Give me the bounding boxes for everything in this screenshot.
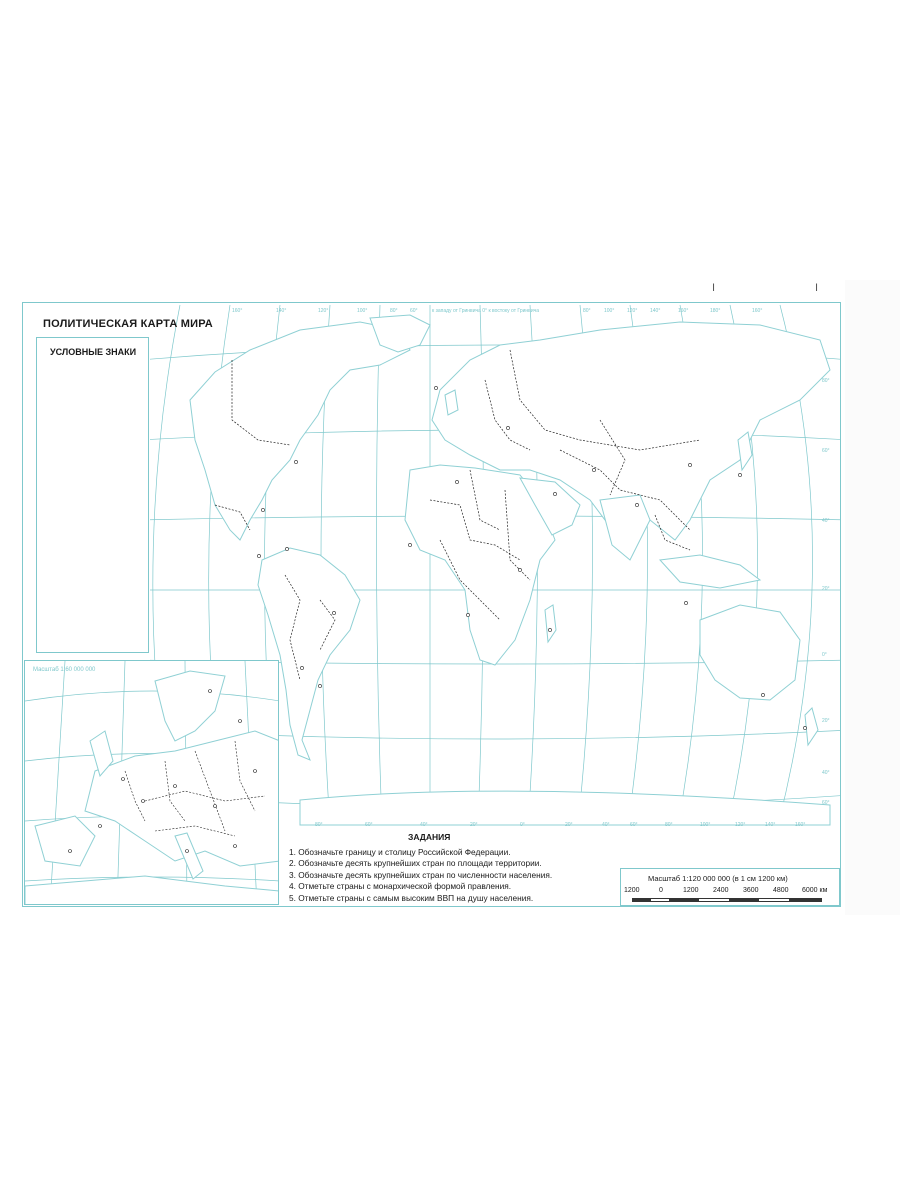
task-item: 5. Отметьте страны с самым высоким ВВП на душу населения. xyxy=(289,892,534,903)
scale-tick: 1200 xyxy=(683,887,699,894)
tasks-list xyxy=(289,847,552,904)
lon-label: 140° xyxy=(650,308,661,314)
madagascar-land xyxy=(545,605,556,642)
lon-label: 120° xyxy=(627,308,638,314)
lon-label: 60° xyxy=(365,822,373,828)
capital-marker xyxy=(69,850,72,853)
capital-marker xyxy=(261,508,264,511)
lon-label: 160° xyxy=(232,308,243,314)
capital-marker xyxy=(174,785,177,788)
lon-label: 20° xyxy=(565,822,573,828)
lon-label: 160° xyxy=(678,308,689,314)
capital-marker xyxy=(122,778,125,781)
lon-label: 160° xyxy=(795,822,806,828)
india-land xyxy=(600,495,650,560)
capital-marker xyxy=(318,684,321,687)
capital-marker xyxy=(506,426,509,429)
lat-label: 60° xyxy=(822,800,830,806)
legend-title: УСЛОВНЫЕ ЗНАКИ xyxy=(50,347,137,357)
capital-marker xyxy=(408,543,411,546)
scandinavia-land xyxy=(155,671,225,741)
capital-marker xyxy=(548,628,551,631)
capital-marker xyxy=(466,613,469,616)
lon-label: 140° xyxy=(276,308,287,314)
lon-label: 20° xyxy=(470,822,478,828)
lon-label: 140° xyxy=(765,822,776,828)
capital-marker xyxy=(209,690,212,693)
capital-marker xyxy=(455,480,458,483)
lat-label: 20° xyxy=(822,586,830,592)
capital-marker xyxy=(553,492,556,495)
scale-label: Масштаб 1:120 000 000 (в 1 см 1200 км) xyxy=(648,874,788,883)
capital-marker xyxy=(294,460,297,463)
se-asia-islands xyxy=(660,555,760,588)
tasks-title: ЗАДАНИЯ xyxy=(408,832,451,842)
lon-label: 40° xyxy=(420,822,428,828)
task-item: 4. Отметьте страны с монархической формой правления. xyxy=(289,881,512,892)
lat-label: 0° xyxy=(822,652,827,658)
capital-marker xyxy=(434,386,437,389)
iberia-land xyxy=(35,816,95,866)
capital-marker xyxy=(186,850,189,853)
task-item: 1. Обозначьте границу и столицу Российской Федерации. xyxy=(289,847,511,857)
page-mark-right: I xyxy=(815,282,819,294)
lon-label: 120° xyxy=(318,308,329,314)
lon-label: 60° xyxy=(410,308,418,314)
north-africa-land xyxy=(25,876,279,905)
capital-marker xyxy=(761,693,764,696)
capital-marker xyxy=(300,666,303,669)
scale-tick: 2400 xyxy=(713,887,729,894)
capital-marker xyxy=(99,825,102,828)
capital-marker xyxy=(803,726,806,729)
top-note: к западу от Гринвича 0° к востоку от Гринвича xyxy=(432,308,540,314)
capital-marker xyxy=(142,800,145,803)
lat-label: 40° xyxy=(822,770,830,776)
lon-label: 180° xyxy=(710,308,721,314)
capital-marker xyxy=(234,845,237,848)
antarctica-land xyxy=(300,791,830,825)
capital-marker xyxy=(635,503,638,506)
lon-label: 80° xyxy=(390,308,398,314)
new-zealand-land xyxy=(805,708,818,745)
lon-label: 0° xyxy=(520,822,525,828)
lat-label: 40° xyxy=(822,518,830,524)
lon-label: 80° xyxy=(583,308,591,314)
capital-marker xyxy=(254,770,257,773)
map-title: ПОЛИТИЧЕСКАЯ КАРТА МИРА xyxy=(43,318,213,330)
lon-label: 100° xyxy=(604,308,615,314)
capital-marker xyxy=(214,805,217,808)
capital-marker xyxy=(684,601,687,604)
inset-scale-label: Масштаб 1:60 000 000 xyxy=(33,667,96,673)
lon-label: 80° xyxy=(315,822,323,828)
lat-label: 80° xyxy=(822,378,830,384)
lon-label: 100° xyxy=(357,308,368,314)
lat-label: 60° xyxy=(822,448,830,454)
capital-marker xyxy=(738,473,741,476)
capital-marker xyxy=(239,720,242,723)
europe-inset-map xyxy=(25,661,279,905)
capital-marker xyxy=(285,547,288,550)
scale-tick: 3600 xyxy=(743,887,759,894)
legend-box xyxy=(36,337,149,653)
lon-label: 160° xyxy=(752,308,763,314)
capital-marker xyxy=(688,463,691,466)
lon-label: 80° xyxy=(665,822,673,828)
scale-tick: 1200 xyxy=(624,887,640,894)
lon-label: 100° xyxy=(700,822,711,828)
lat-label: 20° xyxy=(822,718,830,724)
scale-bar xyxy=(632,898,822,902)
europe-inset xyxy=(24,660,279,905)
task-item: 2. Обозначьте десять крупнейших стран по площади территории. xyxy=(289,858,542,869)
australia-land xyxy=(700,605,800,700)
page-mark-left: I xyxy=(712,282,716,294)
capital-marker xyxy=(518,568,521,571)
scale-tick: 4800 xyxy=(773,887,789,894)
capital-marker xyxy=(332,611,335,614)
lon-label: 60° xyxy=(630,822,638,828)
scale-tick: 6000 км xyxy=(802,887,828,894)
continents xyxy=(190,315,830,825)
scale-tick: 0 xyxy=(659,887,663,894)
task-item: 3. Обозначьте десять крупнейших стран по численности населения. xyxy=(289,869,553,880)
capital-marker xyxy=(592,468,595,471)
capital-marker xyxy=(257,554,260,557)
lon-label: 40° xyxy=(602,822,610,828)
british-isles-land xyxy=(445,390,458,415)
lon-label: 120° xyxy=(735,822,746,828)
